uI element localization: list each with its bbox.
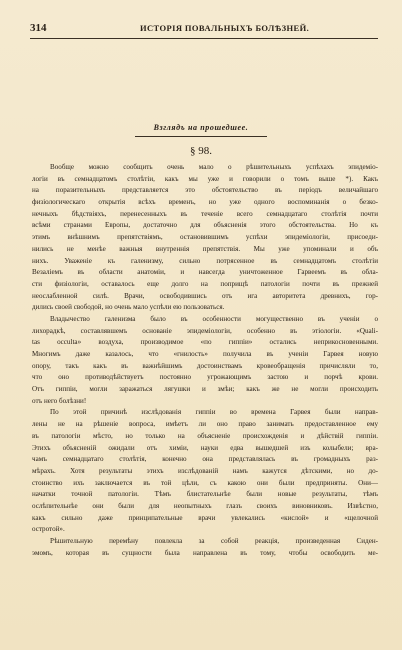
text-line: на поразительныхъ представляется это обстоятельство въ періодъ величайшаго (32, 186, 378, 195)
text-line: Везаліемъ въ области анатоміи, и навсегда уничтоженное Гарвеемъ въ обла- (32, 268, 378, 277)
text-line: отъ него болѣзни! (32, 396, 87, 405)
text-line: Отъ гиппіи, могли заражаться лягушки и змѣи; какъ же не могли происходить (32, 385, 378, 394)
running-title: ИСТОРІЯ ПОВАЛЬНЫХЪ БОЛѢЗНЕЙ. (140, 23, 310, 33)
text-line: физіологическаго открытія всѣхъ временъ, но уже одного воспоминанія о безко- (32, 198, 378, 207)
section-title: Взглядъ на прошедшее. (153, 123, 249, 132)
title-rule (135, 136, 267, 137)
text-line: нечныхъ бѣдствіяхъ, перенесенныхъ въ теченіе всего семнадцатаго столѣтія почти (32, 209, 378, 218)
text-line: эмомъ, которая въ сущности была направлена въ тому, чтобы освободить ме- (32, 548, 378, 557)
text-line: всѣми странами Европы, достаточно для объясненія этого обстоятельства. Но къ (32, 221, 378, 230)
text-line: нились не менѣе важныя внутреннія препятствія. Мы уже упоминали и объ (32, 244, 378, 253)
text-line: остротой». (32, 525, 65, 534)
running-header (30, 22, 378, 36)
body-text (32, 162, 378, 559)
text-line: начатки точной патологіи. Тѣмъ блистательнѣе были новые результаты, тѣмъ (32, 490, 378, 499)
text-line: въ патологіи мѣсто, но только на объясненіе происхожденія и дѣйствій гиппіи. (32, 431, 378, 440)
text-line: чамъ семнадцатаго столѣтія, конечно она представлялась въ громадныхъ раз- (32, 455, 378, 464)
text-line: Вообще можно сообщить очень мало о рѣшительныхъ успѣхахъ эпидеміо- (50, 163, 378, 171)
text-line: лихорадкѣ, составлявшемъ основаніе эпидеміологіи, особенно въ этіологіи. «Quali- (32, 326, 378, 335)
text-line: Рѣшительную перемѣну повлекла за собой реакція, произведенная Сиден- (50, 537, 378, 545)
text-line: лены не на рѣшеніе вопроса, имѣетъ ли оно право занимать предоставленное ему (32, 420, 378, 429)
text-line: дились своей свободой, но очень мало успѣли ею пользоваться. (32, 303, 225, 312)
text-line: Этихъ объясненій ожидали отъ химіи, науки едва вышедшей изъ колыбели; вра- (32, 443, 378, 452)
text-line: Многимъ даже казалось, что «гнилость» получила въ ученіи Гарвея новую (32, 350, 378, 358)
text-line: опору, такъ какъ въ важнѣйшимъ достоинствамъ кровеобращенія причисляли то, (32, 361, 378, 370)
text-line: какъ сильно даже принципательные врачи увлекались «кислой» и «щелочной (32, 513, 378, 522)
text-line: логіи въ семнадцатомъ столѣтіи, какъ мы уже и говорили о томъ выше *). Какъ (32, 174, 378, 183)
text-line: что оно противодѣйствуетъ постоянно угрожающимъ застою и порчѣ крови. (32, 373, 378, 382)
text-line: ослѣпительнѣе они были для неопытныхъ глазъ своихъ виновниковъ. Извѣстно, (32, 501, 378, 510)
text-line: сти физіологіи, оставалось еще долго на поприщѣ патологіи почти въ прежней (32, 279, 378, 288)
text-line: По этой причинѣ изслѣдованія гиппіи во времена Гарвея были направ- (50, 408, 378, 417)
header-rule (30, 38, 378, 39)
text-line: этимъ внѣшнимъ препятствіямъ, остановившимъ успѣхи эпидеміологіи, присоеди- (32, 233, 378, 242)
text-line: стоинство ихъ заключается въ той цѣли, съ какою они были предприняты. Они— (32, 478, 378, 487)
text-line: tas occulta» воздуха, производимое «по гиппіи» остались неприкосновенными. (32, 338, 378, 347)
text-line: неослабленной силѣ. Врачи, освободившись отъ ига авторитета древнихъ, гор- (32, 291, 378, 300)
text-line: Владычество галенизма было въ особенности могущественно въ ученіи о (50, 314, 378, 323)
text-line: мѣрахъ. Хотя результаты этихъ изслѣдованій намъ кажутся дѣтскими, но до- (32, 466, 378, 475)
text-line: нихъ. Уваженіе къ галенизму, сильно потрясенное въ семнадцатомъ столѣтіи (32, 256, 378, 265)
page-number: 314 (30, 22, 47, 34)
section-number: § 98. (190, 145, 212, 157)
